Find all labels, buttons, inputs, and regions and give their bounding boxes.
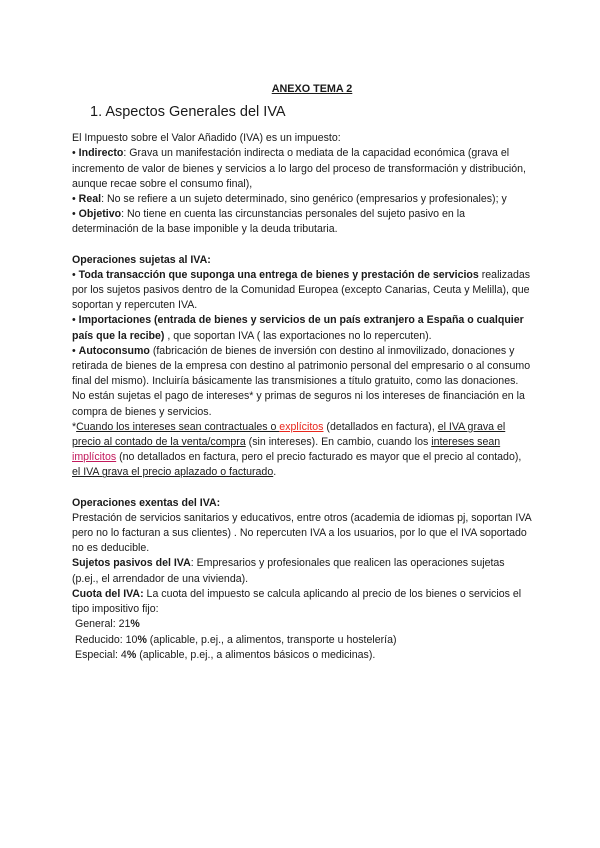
item-bold: Autoconsumo [78,344,150,357]
item-text: , que soportan IVA ( las exportaciones no lo repercuten). [164,329,432,342]
bullet: • [72,268,76,281]
sujetas-item-3 [72,344,532,390]
bullet: • [72,147,76,160]
heading-text: Operaciones sujetas al IVA: [72,253,211,266]
note-text: (sin intereses). En cambio, cuando los [245,436,432,449]
item-bold: Toda transacción que suponga una entrega de bienes y prestación de servicios [78,268,479,281]
feature-label: Real [78,193,102,206]
intro-text: El Impuesto sobre el Valor Añadido (IVA) es un impuesto: [72,132,341,145]
rate-desc: (aplicable, p.ej., a alimentos, transporte u hostelería) [146,633,397,646]
note-pink-text: implícitos [72,451,117,464]
item-bold: Importaciones (entrada de bienes y servicios de un país extranjero a España o cualquier país que la recibe) [72,314,524,342]
note-text: (detallados en factura), [323,420,438,433]
sujetos-text: : Empresarios y profesionales que realicen las operaciones sujetas (p.ej., el arrendador de una vivienda). [72,557,505,585]
exentas-text: Prestación de servicios sanitarios y educativos, entre otros (academia de idiomas pj, soportan IVA pero no lo facturan a sus clientes) . No repercuten IVA a los usuarios, por lo que el IVA soportado no es deducible. [72,511,532,555]
sujetos-pasivos [72,556,532,586]
feature-text: : No tiene en cuenta las circunstancias personales del sujeto pasivo en la determinación de la base imponible y la deuda tributaria. [72,208,465,236]
sujetas-item-1 [72,268,532,314]
note-star: * [72,420,77,433]
rate-desc: (aplicable, p.ej., a alimentos básicos o medicinas). [136,648,376,661]
intereses-note [72,420,532,481]
item-text: realizadas por los sujetos pasivos dentro de la Comunidad Europea (excepto Canarias, Ceuta y Melilla), que soportan y repercuten IVA. [72,268,531,312]
annex-title: ANEXO TEMA 2 [271,83,353,95]
cuota-label: Cuota del IVA: [72,587,144,600]
rate-name: Reducido: 10 [75,633,138,646]
note-text: . [273,466,277,479]
spacer [72,481,532,496]
rate-general [72,617,532,632]
note-underlined: Cuando los intereses sean contractuales o [76,420,280,433]
feature-label: Indirecto [78,147,124,160]
note-underlined: el IVA grava el precio al contado de la venta/compra [72,420,506,449]
feature-indirecto [72,146,532,192]
no-sujetas-text: No están sujetas el pago de intereses* y primas de seguros ni los intereses de financiación en la compra de bienes y servicios. [72,390,525,418]
cuota-iva [72,587,532,617]
rate-pct: % [126,648,137,661]
feature-text: : No se refiere a un sujeto determinado, sino genérico (empresarios y profesionales); y [101,193,507,206]
rate-reducido [72,633,532,648]
sujetas-item-2 [72,313,532,343]
feature-objetivo [72,207,532,237]
note-underlined: el IVA grava el precio aplazado o facturado [72,466,274,479]
document-content [72,82,532,663]
bullet: • [72,193,76,206]
rate-name: Especial: 4 [75,648,127,661]
bullet: • [72,208,76,221]
cuota-text: La cuota del impuesto se calcula aplicando al precio de los bienes o servicios el tipo impositivo fijo: [72,587,522,616]
sujetos-label: Sujetos pasivos del IVA [72,557,191,570]
rate-pct: % [137,633,147,646]
feature-real [72,192,532,207]
spacer [72,238,532,253]
heading-text: Operaciones exentas del IVA: [72,496,221,509]
item-text: (fabricación de bienes de inversión con destino al inmovilizado, donaciones y retirada de bienes de la empresa con destino al patrimonio personal del empresario o al consumo final del mismo). Incluiría básicamente las transmisiones a título gratuito, como las donaciones. [72,344,531,388]
section-title: 1. Aspectos Generales del IVA [90,104,286,121]
exentas-heading [72,496,532,511]
rate-pct: % [130,618,140,631]
bullet: • [72,314,76,327]
note-underlined: intereses sean [431,436,501,449]
sujetas-heading [72,253,532,268]
note-red-text: explícitos [279,420,324,433]
note-text: (no detallados en factura, pero el precio facturado es mayor que el precio al contado), [116,451,522,464]
rate-name: General: 21 [75,618,131,631]
feature-label: Objetivo [78,208,122,221]
rate-especial [72,648,532,663]
feature-text: : Grava un manifestación indirecta o mediata de la capacidad económica (grava el incremento de valor de bienes y servicios a lo largo del proceso de transformación y distribución, aunque recae sobre el consumo final), [72,147,526,190]
bullet: • [72,344,76,357]
